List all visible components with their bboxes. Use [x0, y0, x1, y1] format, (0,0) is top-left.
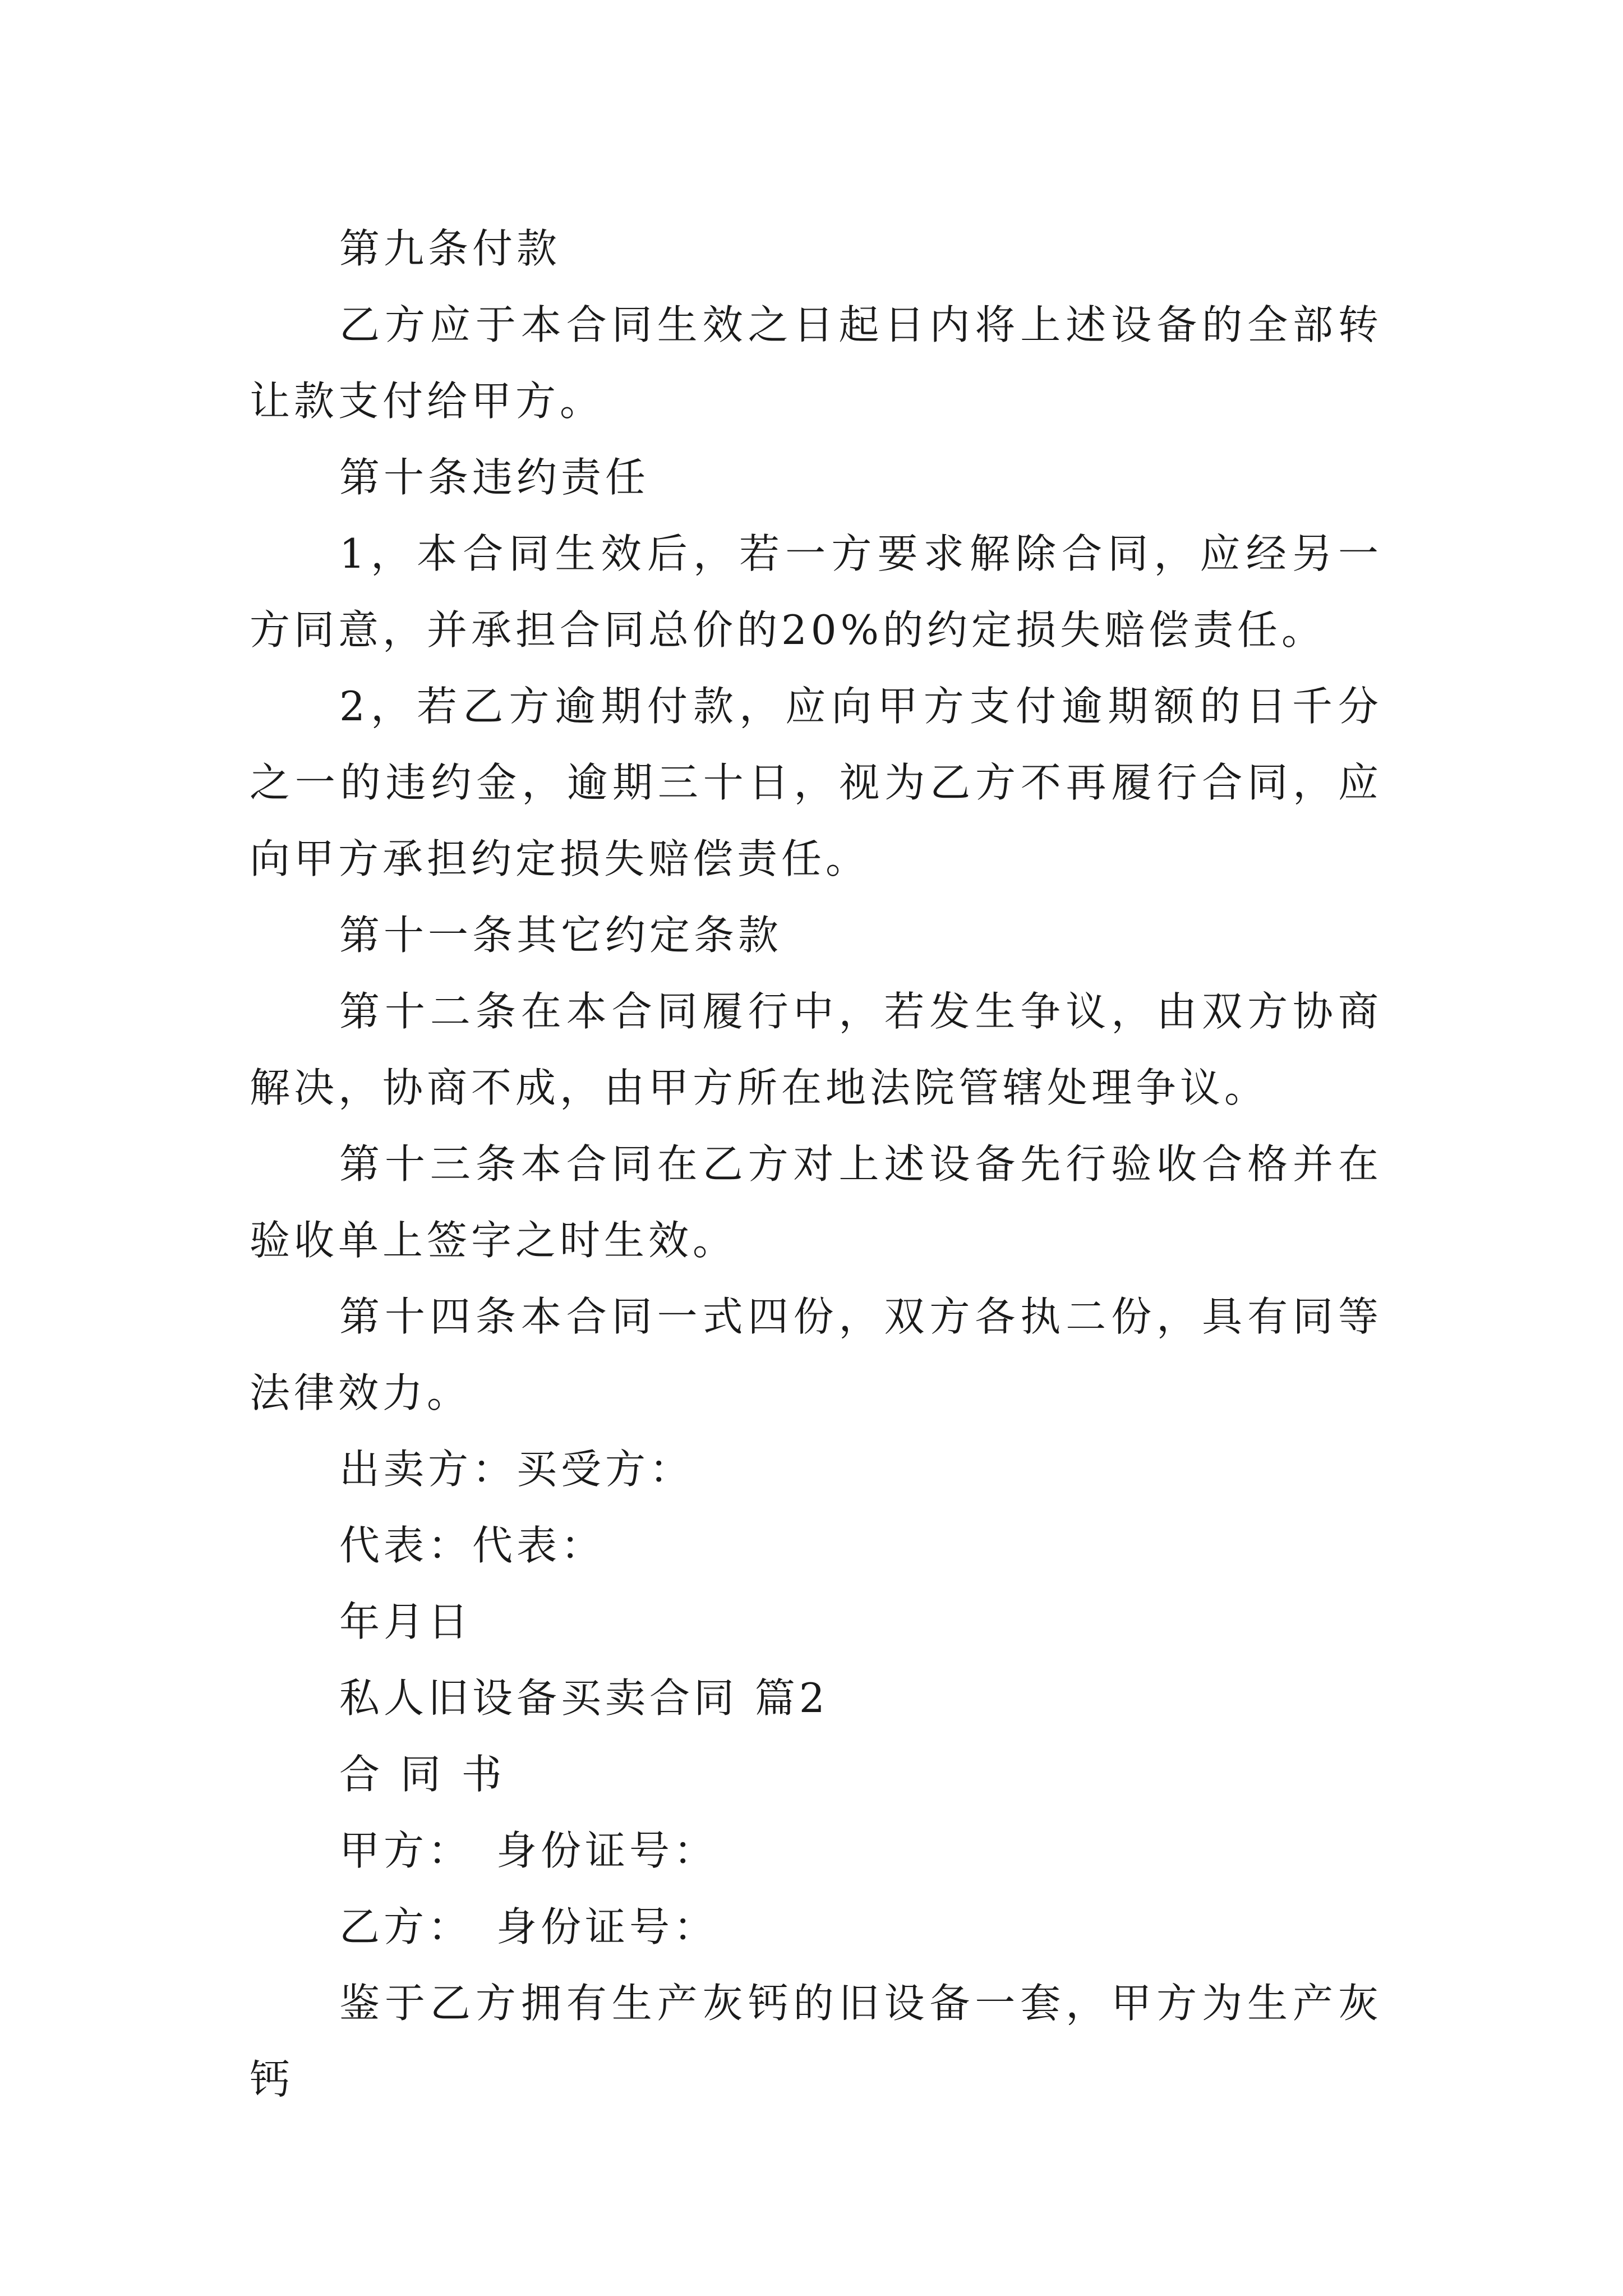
preamble-text: 鉴于乙方拥有生产灰钙的旧设备一套，甲方为生产灰钙: [250, 1980, 1382, 2103]
article-10-heading: 第十条违约责任: [339, 454, 650, 501]
document-body: [250, 210, 1382, 2118]
contract-2-title: 私人旧设备买卖合同 篇2: [339, 1674, 829, 1722]
party-b-line: 乙方： 身份证号：: [339, 1903, 718, 1950]
date-line: 年月日: [339, 1598, 473, 1645]
article-13-text: 第十三条本合同在乙方对上述设备先行验收合格并在验收单上签字之时生效。: [250, 1140, 1382, 1264]
article-10-clause-1: 1，本合同生效后，若一方要求解除合同，应经另一方同意，并承担合同总价的20%的约定损失赔偿责任。: [250, 530, 1382, 654]
article-10-clause-2: 2，若乙方逾期付款，应向甲方支付逾期额的日千分之一的违约金，逾期三十日，视为乙方不再履行合同，应向甲方承担约定损失赔偿责任。: [250, 683, 1382, 882]
seller-buyer-line: 出卖方：买受方：: [339, 1446, 694, 1493]
article-9-heading: 第九条付款: [339, 225, 561, 272]
representative-line: 代表：代表：: [339, 1522, 606, 1569]
contract-heading: 合 同 书: [339, 1751, 506, 1798]
article-11-heading: 第十一条其它约定条款: [339, 912, 783, 959]
article-9-text: 乙方应于本合同生效之日起日内将上述设备的全部转让款支付给甲方。: [250, 301, 1382, 425]
article-14-text: 第十四条本合同一式四份，双方各执二份，具有同等法律效力。: [250, 1293, 1382, 1416]
article-12-text: 第十二条在本合同履行中，若发生争议，由双方协商解决，协商不成，由甲方所在地法院管辖处理争议。: [250, 988, 1382, 1111]
party-a-line: 甲方： 身份证号：: [339, 1827, 718, 1874]
